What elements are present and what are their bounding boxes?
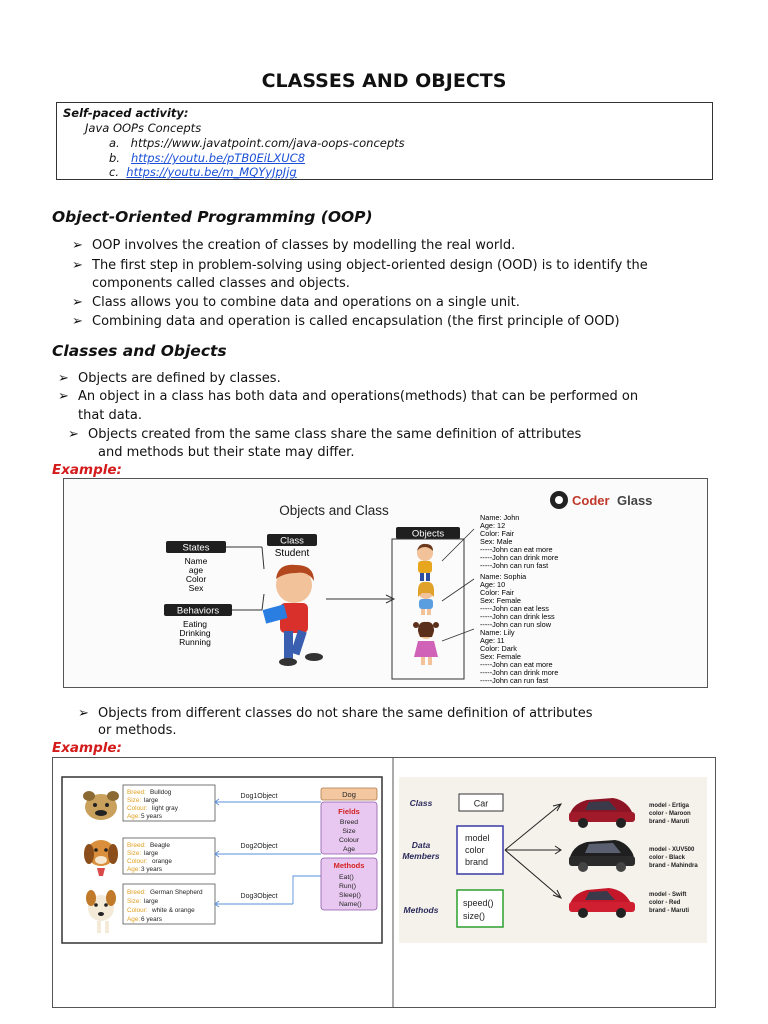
- dog1-object-label: Dog1Object: [240, 793, 278, 800]
- logo-text-coder: Coder: [572, 493, 610, 508]
- class-label: Class: [280, 535, 304, 547]
- states-label: States: [182, 542, 210, 554]
- behavior-item: Eating: [182, 619, 208, 629]
- svg-text:Age: 12: Age: 12: [480, 521, 506, 530]
- dog3-attributes: [123, 884, 215, 924]
- svg-text:Name: Lily: Name: Lily: [480, 628, 515, 637]
- svg-text:-----John can drink more: -----John can drink more: [480, 668, 559, 677]
- behavior-item: Drinking: [179, 628, 211, 638]
- car-class-diagram: [399, 777, 707, 943]
- link-marker: b.: [109, 151, 120, 165]
- dog2-attributes: [123, 838, 215, 874]
- svg-text:color - Maroon: color - Maroon: [649, 811, 691, 817]
- svg-text:Name: Sophia: Name: Sophia: [480, 572, 527, 581]
- state-item: Sex: [188, 583, 204, 593]
- svg-text:brand - Maruti: brand - Maruti: [649, 819, 689, 825]
- method-item: speed(): [463, 898, 494, 908]
- car-class-name: Car: [473, 798, 489, 809]
- coder-glass-logo: [550, 491, 652, 509]
- method-item: Name(): [339, 901, 362, 908]
- svg-text:Breed:: Breed:: [127, 789, 146, 796]
- link-marker: a.: [109, 136, 120, 150]
- link-text: https://www.javatpoint.com/java-oops-concepts: [130, 136, 405, 150]
- svg-text:large: large: [144, 850, 159, 857]
- svg-text:Colour:: Colour:: [127, 907, 148, 914]
- car-ertiga-details: [649, 803, 691, 825]
- state-item: age: [188, 565, 204, 575]
- dog3-object-label: Dog3Object: [240, 893, 278, 900]
- method-item: Run(): [339, 883, 356, 890]
- classes-bullet-cont: that data.: [78, 408, 142, 423]
- svg-text:model - Swift: model - Swift: [649, 892, 687, 898]
- oop-heading: Object-Oriented Programming (OOP): [52, 208, 373, 226]
- classes-bullet: ➢ Objects from different classes do not share the same definition of attributes: [78, 706, 593, 721]
- svg-text:large: large: [144, 797, 159, 804]
- classes-bullet-cont: and methods but their state may differ.: [98, 445, 355, 460]
- activity-link-c[interactable]: [109, 165, 297, 179]
- figure-title: Objects and Class: [279, 503, 389, 518]
- page-title: CLASSES AND OBJECTS: [261, 70, 507, 92]
- field-item: Breed: [339, 819, 359, 826]
- svg-text:Age:: Age:: [127, 813, 141, 820]
- svg-text:Size:: Size:: [127, 797, 142, 804]
- svg-text:large: large: [144, 898, 159, 905]
- activity-link-a[interactable]: [109, 136, 405, 150]
- member-item: color: [465, 845, 485, 855]
- classes-examples-figure: [52, 757, 716, 1008]
- classes-bullet: ➢ An object in a class has both data and operations(methods) that can be performed on: [58, 389, 639, 404]
- link-text[interactable]: https://youtu.be/m_MQYyJpJjg: [126, 165, 297, 179]
- svg-text:Colour:: Colour:: [127, 805, 148, 812]
- svg-text:-----John can eat more: -----John can eat more: [480, 660, 553, 669]
- dog1-attributes: [123, 785, 215, 821]
- svg-text:Age:: Age:: [127, 916, 141, 923]
- oop-bullet: ➢ Class allows you to combine data and operations on a single unit.: [72, 295, 520, 310]
- method-item: size(): [463, 911, 485, 921]
- svg-text:Age: 11: Age: 11: [480, 636, 505, 645]
- svg-text:Color: Fair: Color: Fair: [480, 588, 515, 597]
- svg-text:-----John can run slow: -----John can run slow: [480, 620, 551, 629]
- dog-class-name: Dog: [342, 790, 356, 799]
- svg-text:model - XUV500: model - XUV500: [649, 847, 695, 853]
- svg-text:Sex: Female: Sex: Female: [480, 596, 521, 605]
- svg-text:Breed:: Breed:: [127, 889, 146, 896]
- dog2-object-label: Dog2Object: [240, 843, 278, 850]
- classes-bullet: ➢ Objects are defined by classes.: [58, 371, 281, 386]
- logo-text-glass: Glass: [617, 493, 653, 508]
- svg-text:Age:: Age:: [127, 866, 141, 873]
- method-item: Eat(): [339, 874, 354, 881]
- field-item: Colour: [338, 837, 360, 844]
- svg-text:color - Black: color - Black: [649, 855, 686, 861]
- activity-heading: Self-paced activity:: [63, 106, 189, 120]
- svg-text:Color: Fair: Color: Fair: [480, 529, 515, 538]
- svg-text:Breed:: Breed:: [127, 842, 146, 849]
- objects-class-figure: [63, 478, 708, 688]
- link-text[interactable]: https://youtu.be/pTB0EiLXUC8: [130, 151, 306, 165]
- svg-text:white & orange: white & orange: [152, 907, 195, 914]
- svg-text:model - Ertiga: model - Ertiga: [649, 803, 690, 809]
- svg-text:color - Red: color - Red: [649, 900, 681, 906]
- oop-bullet: ➢ Combining data and operation is called encapsulation (the first principle of OOD): [72, 314, 620, 329]
- example-label: Example:: [52, 462, 122, 478]
- svg-text:Name: John: Name: John: [480, 513, 520, 522]
- svg-text:-----John can run fast: -----John can run fast: [480, 676, 549, 685]
- svg-text:German Shepherd: German Shepherd: [150, 889, 203, 896]
- classes-bullet-cont: or methods.: [98, 723, 177, 738]
- member-item: model: [465, 833, 490, 843]
- example-label: Example:: [52, 740, 122, 756]
- link-marker: c.: [109, 165, 119, 179]
- svg-text:Age: 10: Age: 10: [480, 580, 506, 589]
- svg-text:-----John can run fast: -----John can run fast: [480, 561, 549, 570]
- svg-text:-----John can drink more: -----John can drink more: [480, 553, 559, 562]
- activity-link-b[interactable]: [109, 151, 305, 165]
- oop-bullet: ➢ OOP involves the creation of classes by modelling the real world.: [72, 238, 516, 253]
- svg-text:-----John can eat less: -----John can eat less: [480, 604, 549, 613]
- svg-text:Color: Dark: Color: Dark: [480, 644, 517, 653]
- member-item: brand: [465, 857, 489, 867]
- svg-text:5 years: 5 years: [141, 813, 162, 820]
- row-label-members: Members: [402, 851, 440, 861]
- objects-label: Objects: [411, 528, 445, 540]
- svg-text:Size:: Size:: [127, 898, 142, 905]
- svg-text:Size:: Size:: [127, 850, 142, 857]
- field-item: Age: [342, 846, 356, 853]
- svg-text:-----John can eat more: -----John can eat more: [480, 545, 553, 554]
- svg-text:Sex: Female: Sex: Female: [480, 652, 521, 661]
- class-name: Student: [274, 548, 310, 559]
- classes-bullet: ➢ Objects created from the same class share the same definition of attributes: [68, 427, 582, 442]
- svg-text:Colour:: Colour:: [127, 858, 148, 865]
- svg-text:Bulldog: Bulldog: [150, 789, 172, 796]
- field-item: Size: [342, 828, 356, 835]
- svg-text:orange: orange: [152, 858, 172, 865]
- behaviors-label: Behaviors: [176, 605, 220, 617]
- oop-bullet-cont: components called classes and objects.: [92, 276, 350, 291]
- row-label-class: Class: [409, 798, 433, 808]
- activity-box: [56, 102, 713, 180]
- svg-text:Beagle: Beagle: [150, 842, 170, 849]
- svg-text:brand - Maruti: brand - Maruti: [649, 908, 689, 914]
- behavior-item: Running: [179, 637, 211, 647]
- svg-text:light gray: light gray: [152, 805, 178, 812]
- svg-text:6 years: 6 years: [141, 916, 162, 923]
- dog-class-diagram: [62, 777, 382, 943]
- row-label-data: Data: [411, 840, 431, 850]
- svg-text:-----John can drink less: -----John can drink less: [480, 612, 555, 621]
- state-item: Color: [185, 574, 207, 584]
- svg-text:3 years: 3 years: [141, 866, 162, 873]
- activity-subheading: Java OOPs Concepts: [85, 121, 202, 135]
- state-item: Name: [184, 556, 208, 566]
- oop-bullet: ➢ The first step in problem-solving using object-oriented design (OOD) is to identify the: [72, 258, 648, 273]
- method-item: Sleep(): [339, 892, 361, 899]
- fields-label: Fields: [338, 807, 360, 816]
- classes-heading: Classes and Objects: [52, 342, 227, 360]
- svg-text:brand - Mahindra: brand - Mahindra: [649, 863, 698, 869]
- methods-label: Methods: [333, 861, 365, 870]
- dog-class-box: [321, 788, 377, 910]
- svg-text:Sex: Male: Sex: Male: [480, 537, 513, 546]
- row-label-methods: Methods: [403, 905, 439, 915]
